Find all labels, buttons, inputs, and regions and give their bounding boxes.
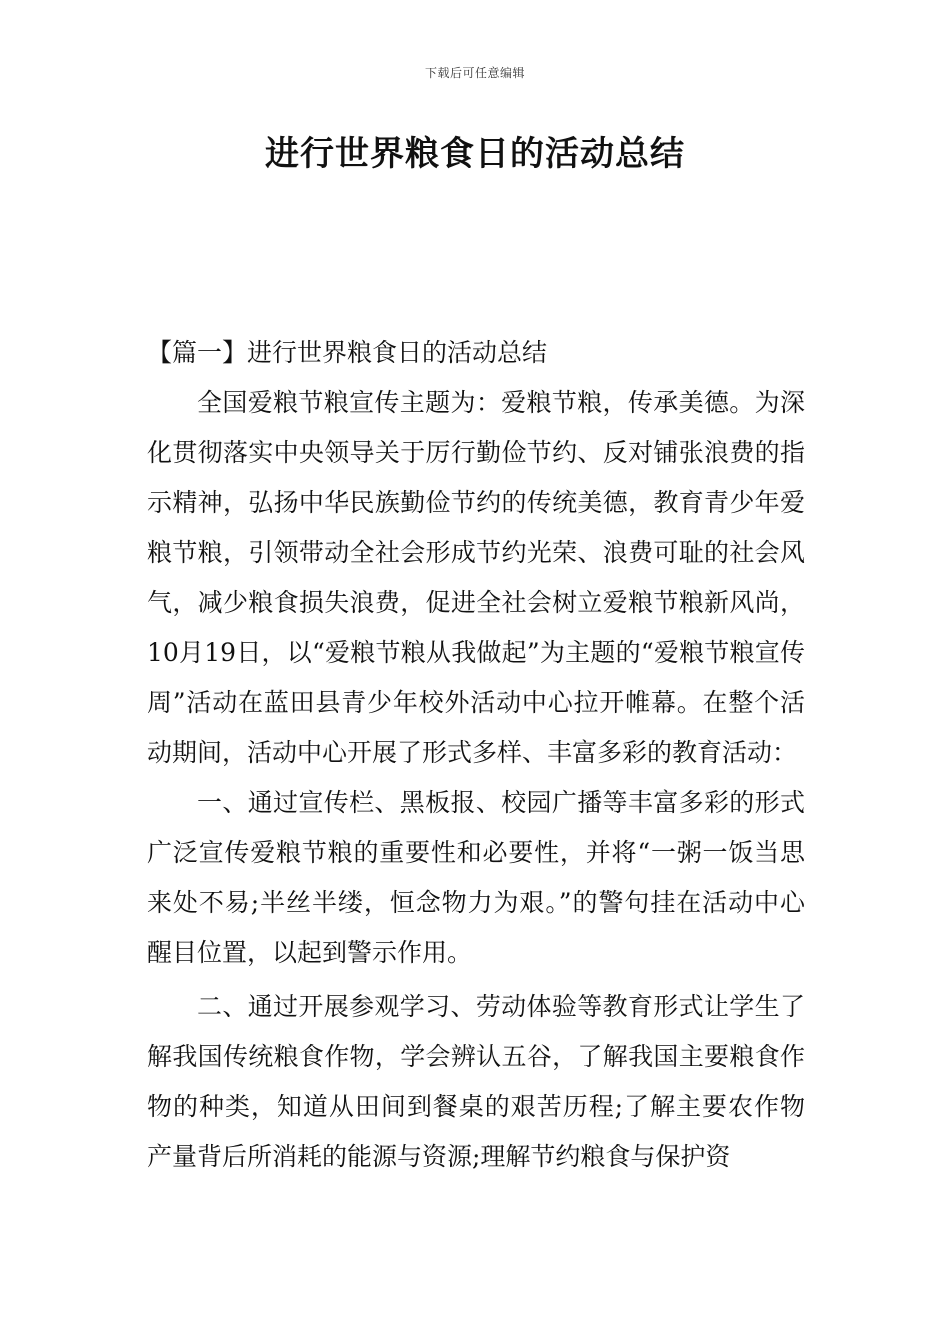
- paragraph-intro: 全国爱粮节粮宣传主题为：爱粮节粮，传承美德。为深化贯彻落实中央领导关于厉行勤俭节约、反对铺张浪费的指示精神，弘扬中华民族勤俭节约的传统美德，教育青少年爱粮节粮，引领带动全社会形成节约光荣、浪费可耻的社会风气，减少粮食损失浪费，促进全社会树立爱粮节粮新风尚，10月19日，以“爱粮节粮从我做起”为主题的“爱粮节粮宣传周”活动在蓝田县青少年校外活动中心拉开帷幕。在整个活动期间，活动中心开展了形式多样、丰富多彩的教育活动：: [147, 388, 805, 767]
- paragraph-point-one: 一、通过宣传栏、黑板报、校园广播等丰富多彩的形式广泛宣传爱粮节粮的重要性和必要性，并将“一粥一饭当思来处不易;半丝半缕，恒念物力为艰。”的警句挂在活动中心醒目位置，以起到警示作用。: [147, 788, 805, 967]
- document-body: [147, 328, 805, 1182]
- document-title: 进行世界粮食日的活动总结: [265, 134, 685, 174]
- paragraph-point-two: 二、通过开展参观学习、劳动体验等教育形式让学生了解我国传统粮食作物，学会辨认五谷，了解我国主要粮食作物的种类，知道从田间到餐桌的艰苦历程;了解主要农作物产量背后所消耗的能源与资源;理解节约粮食与保护资: [147, 992, 805, 1171]
- section-heading: 【篇一】进行世界粮食日的活动总结: [147, 338, 548, 367]
- header-note: 下载后可任意编辑: [424, 66, 525, 80]
